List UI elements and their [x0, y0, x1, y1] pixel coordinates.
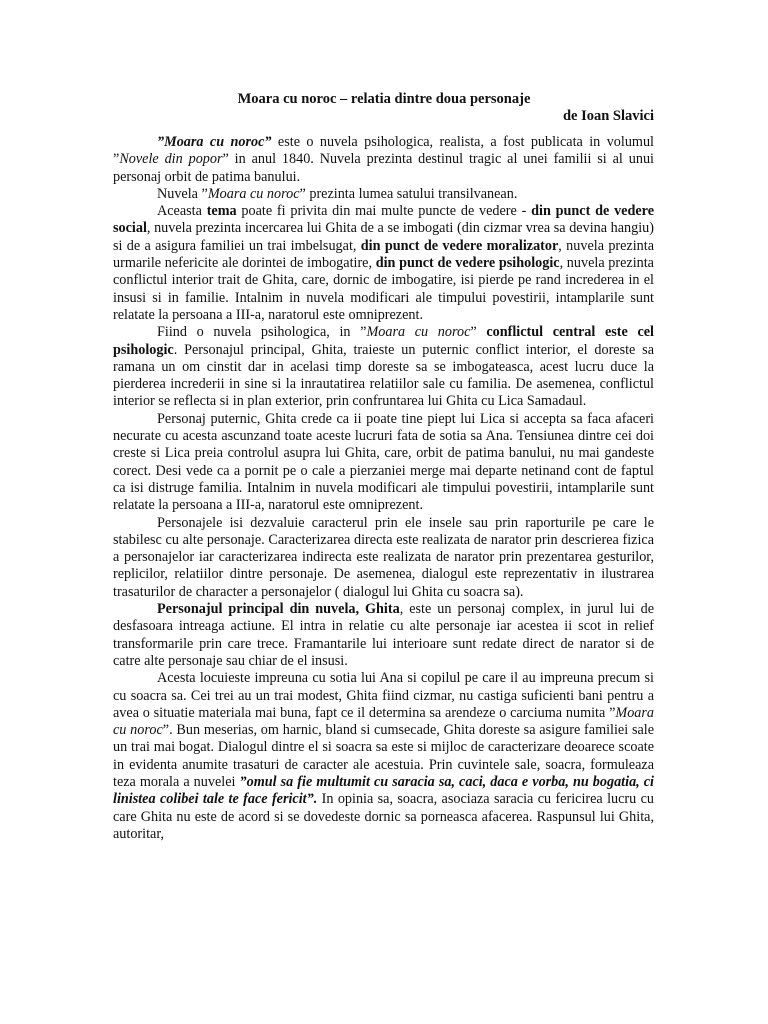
text-run: ” in anul 1840. Nuvela prezinta destinul tragic al unei familii si al unui personaj orbit de patima banului. [113, 151, 654, 185]
document-title: Moara cu noroc – relatia dintre doua personaje [237, 91, 531, 107]
text-run: Personajul principal din nuvela, Ghita [157, 601, 400, 618]
paragraph [113, 670, 654, 843]
text-run: conflictul central este cel psihologic [113, 324, 654, 358]
text-run: Personajele isi dezvaluie caracterul prin ele insele sau prin raporturile pe care le stabilesc cu alte personaje. Caracterizarea directa este realizata de narator prin descrierea fizica a personajelor iar caracterizarea indirecta este realizata de narator prin prezentarea gesturilor, replicilor, relatiilor dintre personaje. De asemenea, dialogul este reprezentativ in ilustrarea trasaturilor de character a personajelor ( dialogul lui Ghita cu soacra sa). [113, 514, 654, 600]
text-run: ” [470, 324, 487, 341]
paragraph [113, 601, 654, 670]
text-run: Moara cu noroc [113, 704, 654, 739]
paragraph [113, 324, 654, 410]
text-run: ”omul sa fie multumit cu saracia sa, caci, daca e vorba, nu bogatia, ci linistea colibei tale te face fericit”. [113, 773, 654, 808]
paragraph [113, 186, 654, 203]
text-run: , nuvela prezinta conflictul interior trait de Ghita, care, dornic de imbogatire, isi pierde pe rand increderea in el insusi si in familie. Intalnim in nuvela modificari ale timpului povestirii, intamplarile sunt relatate la persoana a III-a, naratorul este omniprezent. [113, 255, 654, 323]
text-run: din punct de vedere psihologic [375, 255, 560, 272]
text-run: Aceasta [157, 203, 207, 220]
text-run: Novele din popor [119, 151, 223, 168]
paragraph [113, 515, 654, 601]
text-run: Personaj puternic, Ghita crede ca ii poate tine piept lui Lica si accepta sa faca afaceri necurate cu acesta ascunzand toate aceste lucruri fata de sotia sa Ana. Tensiunea dintre cei doi creste si Lica preia controlul asupra lui Ghita, care, orbit de patima banului, nu mai gandeste corect. Desi vede ca a pornit pe o cale a pierzaniei merge mai departe netinand cont de faptul ca isi distruge familia. Intalnim in nuvela modificari ale timpului povestirii, intamplarile sunt relatate la persoana a III-a, naratorul este omniprezent. [113, 410, 654, 514]
text-run: In opinia sa, soacra, asociaza saracia cu fericirea lucru cu care Ghita nu este de acord si se dovedeste dornic sa porneasca afacerea. Raspunsul lui Ghita, autoritar, [113, 791, 654, 842]
text-run: tema [206, 203, 237, 220]
text-run: ” prezinta lumea satului transilvanean. [299, 185, 518, 202]
paragraph [113, 203, 654, 324]
text-run: din punct de vedere social [113, 203, 654, 237]
text-run: , nuvela prezinta incercarea lui Ghita de a se imbogati (din cizmar vrea sa devina hangiu) si de a asigura familiei un trai imbelsugat, [113, 220, 654, 254]
paragraph [113, 134, 654, 186]
text-run: , nuvela prezinta urmarile nefericite ale dorintei de imbogatire, [113, 237, 655, 272]
text-run: din punct de vedere moralizator [360, 237, 559, 254]
document-author: de Ioan Slavici [562, 108, 654, 124]
text-run: Acesta locuieste impreuna cu sotia lui Ana si copilul pe care il au impreuna precum si cu soacra sa. Cei trei au un trai modest, Ghita fiind cizmar, nu castiga suficienti bani pentru a avea o situatie materiala mai buna, fapt ce il determina sa arendeze o carciuma numita ” [113, 670, 654, 721]
text-run: Moara cu noroc [366, 324, 471, 341]
text-run: este o nuvela psihologica, realista, a fost publicata in volumul ” [113, 134, 654, 168]
text-run: ”Moara cu noroc” [157, 134, 272, 150]
text-run: poate fi privita din mai multe puncte de vedere - [236, 203, 532, 220]
text-run: , este un personaj complex, in jurul lui de desfasoara intreaga actiune. El intra in relatie cu alte personaje iar acestea ii scot in relief transformarile prin care trece. Framantarile lui interioare sunt redate direct de narator si de catre alte personaje sau chiar de el insusi. [113, 601, 655, 669]
document-body [113, 134, 654, 843]
paragraph [113, 411, 654, 515]
text-run: . Personajul principal, Ghita, traieste un puternic conflict interior, el doreste sa ramana un om cinstit dar in acelasi timp doreste sa se imbogateasca, acest lucru duce la pierderea increderii in sine si la inrautatirea relatiilor sale cu familia. De asemenea, conflictul interior se reflecta si in plan exterior, prin confruntarea lui Ghita cu Lica Samadaul. [113, 341, 654, 410]
text-run: ”. Bun meserias, om harnic, bland si cumsecade, Ghita doreste sa asigure familiei sale un trai mai bogat. Dialogul dintre el si soacra sa este si mijloc de caracterizare deoarece scoate in evidenta anumite trasaturi de caracter ale acestuia. Prin cuvintele sale, soacra, formuleaza teza morala a nuvelei [113, 722, 655, 790]
text-run: Nuvela ” [157, 185, 208, 202]
text-run: Fiind o nuvela psihologica, in ” [157, 324, 367, 341]
text-run: Moara cu noroc [207, 185, 300, 202]
